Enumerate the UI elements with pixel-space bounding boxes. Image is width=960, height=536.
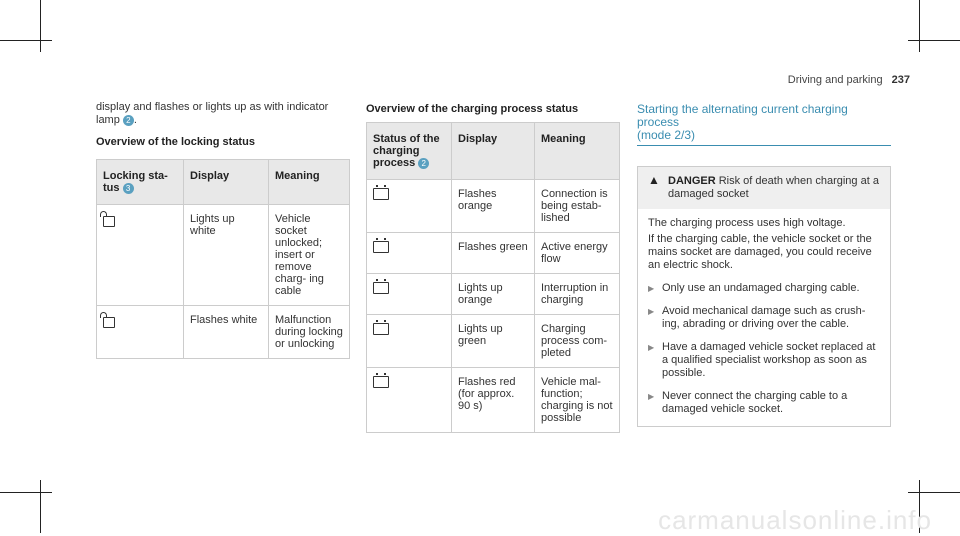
crop-mark [0, 40, 52, 41]
section-title: Starting the alternating current charging process (mode 2/3) [637, 103, 891, 146]
unlocked-icon [103, 317, 115, 328]
table-row: Flashes red (for approx. 90 s) Vehicle mal- function; charging is not possible [367, 368, 620, 433]
list-item: ▶ Avoid mechanical damage such as crush- ing, abrading or driving over the cable. [648, 305, 880, 331]
table-header: Meaning [269, 160, 350, 205]
crop-mark [0, 492, 52, 493]
battery-icon [373, 376, 389, 388]
table-header: Locking sta- tus 3 [97, 160, 184, 205]
table-header: Display [452, 123, 535, 180]
right-column [637, 103, 891, 427]
watermark: carmanualsonline.info [658, 505, 932, 535]
section-heading: Overview of the locking status [96, 136, 255, 148]
crop-mark [908, 40, 960, 41]
danger-body [638, 209, 890, 426]
table-row: Lights up green Charging process com- pleted [367, 315, 620, 368]
table-header: Display [184, 160, 269, 205]
danger-text: Risk of death when charging at a damaged socket [668, 175, 879, 200]
battery-icon [373, 241, 389, 253]
unlocked-icon [103, 216, 115, 227]
crop-mark [40, 480, 41, 533]
table-header: Meaning [535, 123, 620, 180]
locking-status-table [96, 159, 350, 359]
paragraph: The charging process uses high voltage. [648, 217, 846, 229]
table-row: Lights up white Vehicle socket unlocked; insert or remove charg- ing cable [97, 205, 350, 306]
crop-mark [919, 0, 920, 52]
intro-text: display and flashes or lights up as with indicator lamp 2 . [96, 101, 329, 126]
callout-number: 2 [418, 158, 429, 169]
crop-mark [908, 492, 960, 493]
table-row: Flashes white Malfunction during locking or unlocking [97, 306, 350, 359]
callout-number: 2 [123, 115, 134, 126]
crop-mark [40, 0, 41, 52]
middle-column [366, 103, 620, 433]
danger-box [637, 166, 891, 427]
list-item: ▶ Have a damaged vehicle socket replaced at a qualified specialist workshop as soon as possible. [648, 341, 880, 380]
battery-icon [373, 188, 389, 200]
table-header: Status of the charging process 2 [367, 123, 452, 180]
warning-icon: ▲ [648, 173, 660, 187]
charging-status-table [366, 122, 620, 433]
list-item: ▶ Never connect the charging cable to a damaged vehicle socket. [648, 390, 880, 416]
table-row: Flashes orange Connection is being estab- lished [367, 180, 620, 233]
battery-icon [373, 282, 389, 294]
page-header [788, 74, 910, 86]
callout-number: 3 [123, 183, 134, 194]
paragraph: If the charging cable, the vehicle socket or the mains socket are damaged, you could receive an electric shock. [648, 233, 872, 271]
danger-label: DANGER [668, 175, 716, 187]
section-title: Driving and parking [787, 74, 883, 86]
page-number: 237 [891, 74, 910, 86]
danger-header [638, 167, 890, 209]
list-item: ▶ Only use an undamaged charging cable. [648, 282, 880, 295]
battery-icon [373, 323, 389, 335]
section-heading: Overview of the charging process status [366, 103, 579, 115]
table-row: Flashes green Active energy flow [367, 233, 620, 274]
left-column [96, 101, 350, 359]
table-row: Lights up orange Interruption in charging [367, 274, 620, 315]
